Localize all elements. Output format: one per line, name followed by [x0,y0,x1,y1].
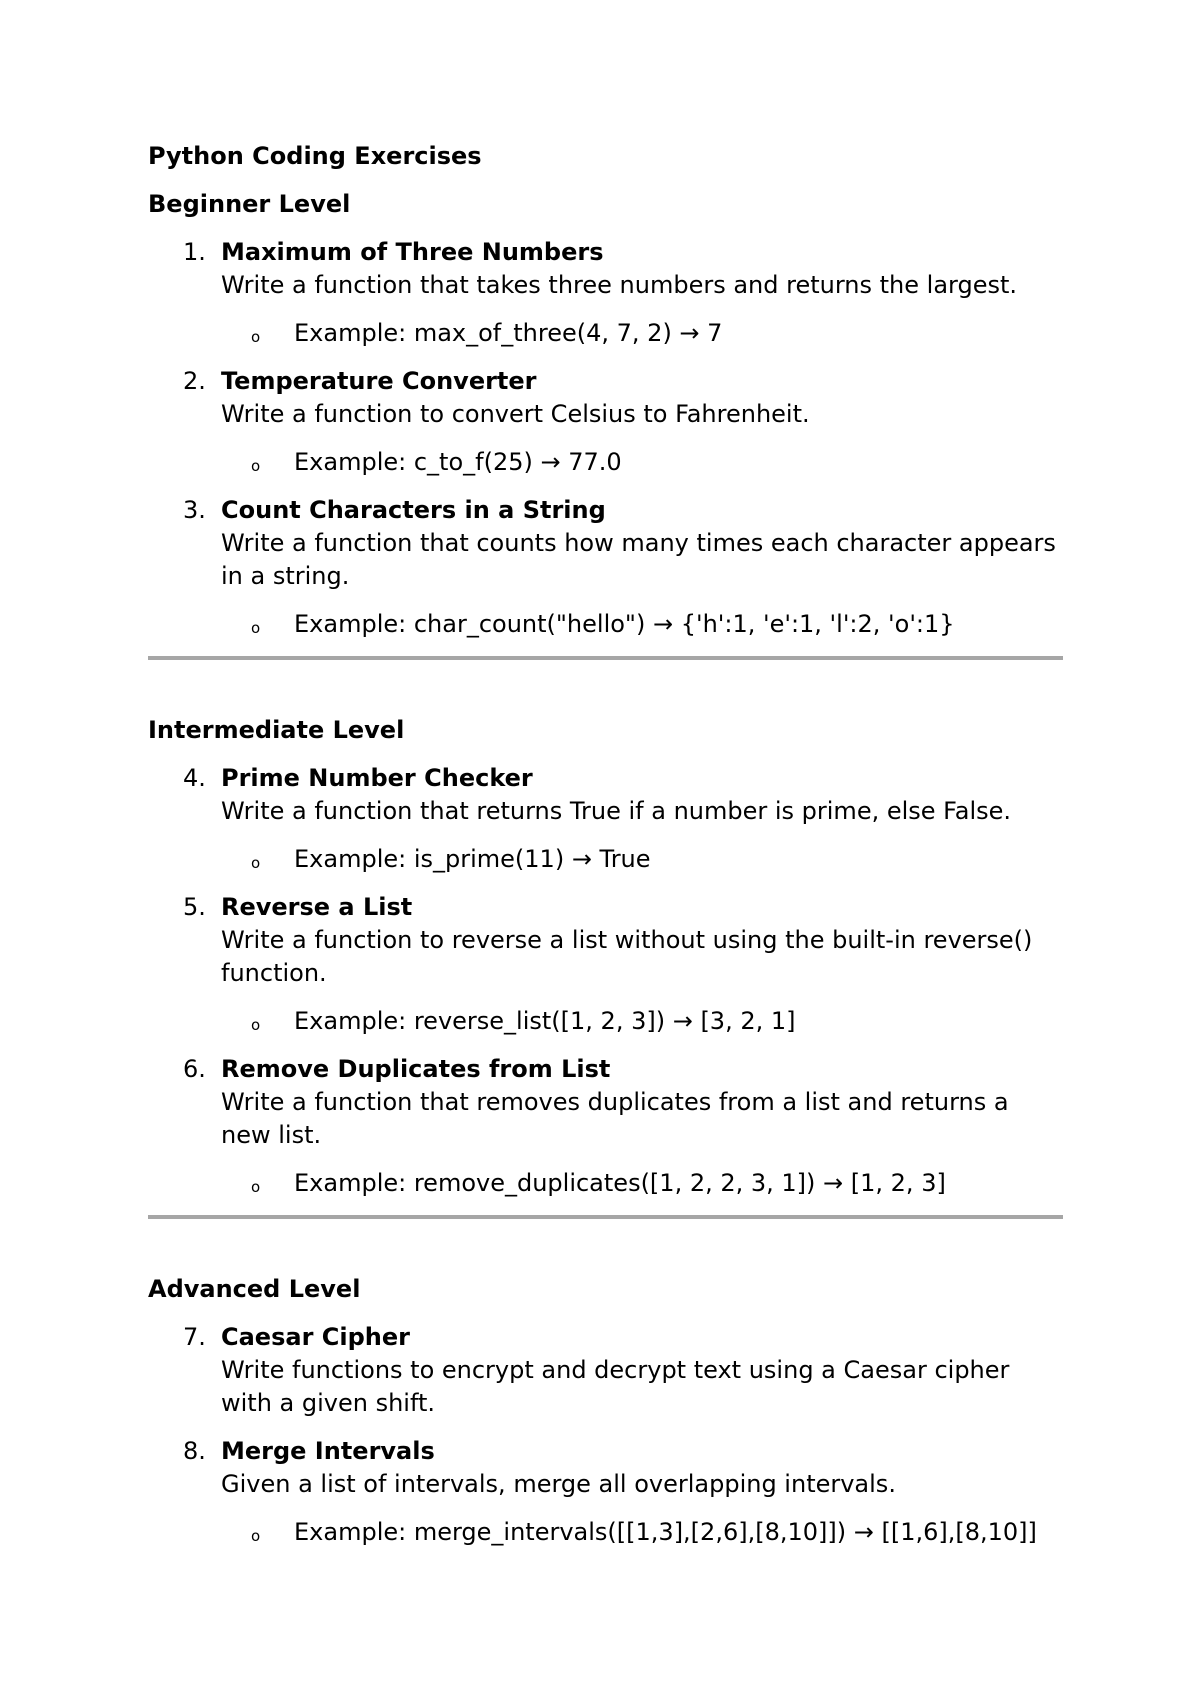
example-list [221,317,1063,350]
example-list [221,1167,1063,1200]
exercise-item [148,365,1063,479]
exercise-number: 1. [183,238,206,266]
exercise-list [148,762,1063,1200]
exercise-title: Prime Number Checker [221,764,533,792]
circle-bullet-icon: o [251,457,261,475]
section-divider [148,1215,1063,1219]
document-page [148,140,1063,1564]
section-heading: Beginner Level [148,190,351,218]
section-beginner [148,188,1063,641]
exercise-description: Write a function that takes three numbers and returns the largest. [221,271,1018,299]
example-item [221,446,1063,479]
circle-bullet-icon: o [251,328,261,346]
circle-bullet-icon: o [251,854,261,872]
example-item [221,317,1063,350]
exercise-list [148,236,1063,641]
circle-bullet-icon: o [251,1178,261,1196]
exercise-item [148,762,1063,876]
exercise-number: 8. [183,1437,206,1465]
exercise-list [148,1321,1063,1549]
example-text: Example: c_to_f(25) → 77.0 [294,448,622,476]
example-list [221,843,1063,876]
section-divider [148,656,1063,660]
exercise-item [148,1053,1063,1200]
section-heading: Intermediate Level [148,716,405,744]
exercise-number: 5. [183,893,206,921]
exercise-description: Write a function to convert Celsius to Fahrenheit. [221,400,810,428]
circle-bullet-icon: o [251,1527,261,1545]
example-list [221,1516,1063,1549]
exercise-number: 7. [183,1323,206,1351]
example-item [221,1516,1063,1549]
example-list [221,608,1063,641]
exercise-description: Write a function that returns True if a number is prime, else False. [221,797,1012,825]
example-list [221,446,1063,479]
document-title: Python Coding Exercises [148,142,482,170]
exercise-title: Reverse a List [221,893,413,921]
example-text: Example: max_of_three(4, 7, 2) → 7 [294,319,723,347]
exercise-title: Caesar Cipher [221,1323,410,1351]
example-text: Example: merge_intervals([[1,3],[2,6],[8,10]]) → [[1,6],[8,10]] [294,1518,1037,1546]
exercise-description: Given a list of intervals, merge all overlapping intervals. [221,1470,896,1498]
example-list [221,1005,1063,1038]
exercise-number: 2. [183,367,206,395]
example-item [221,608,1063,641]
exercise-number: 4. [183,764,206,792]
example-text: Example: remove_duplicates([1, 2, 2, 3, 1]) → [1, 2, 3] [294,1169,946,1197]
exercise-description: Write a function that removes duplicates from a list and returns a new list. [221,1088,1009,1149]
exercise-item [148,891,1063,1038]
example-item [221,1005,1063,1038]
example-item [221,843,1063,876]
exercise-number: 3. [183,496,206,524]
exercise-title: Temperature Converter [221,367,537,395]
exercise-item [148,236,1063,350]
example-text: Example: char_count("hello") → {'h':1, 'e':1, 'l':2, 'o':1} [294,610,955,638]
example-item [221,1167,1063,1200]
section-advanced [148,1273,1063,1549]
exercise-description: Write functions to encrypt and decrypt text using a Caesar cipher with a given shift. [221,1356,1010,1417]
section-intermediate [148,714,1063,1200]
example-text: Example: reverse_list([1, 2, 3]) → [3, 2, 1] [294,1007,796,1035]
exercise-title: Count Characters in a String [221,496,606,524]
exercise-item [148,1321,1063,1420]
circle-bullet-icon: o [251,619,261,637]
exercise-description: Write a function that counts how many times each character appears in a string. [221,529,1056,590]
exercise-item [148,1435,1063,1549]
exercise-title: Remove Duplicates from List [221,1055,611,1083]
exercise-number: 6. [183,1055,206,1083]
exercise-title: Merge Intervals [221,1437,435,1465]
exercise-item [148,494,1063,641]
example-text: Example: is_prime(11) → True [294,845,651,873]
section-heading: Advanced Level [148,1275,361,1303]
exercise-description: Write a function to reverse a list without using the built-in reverse() function. [221,926,1033,987]
exercise-title: Maximum of Three Numbers [221,238,604,266]
circle-bullet-icon: o [251,1016,261,1034]
